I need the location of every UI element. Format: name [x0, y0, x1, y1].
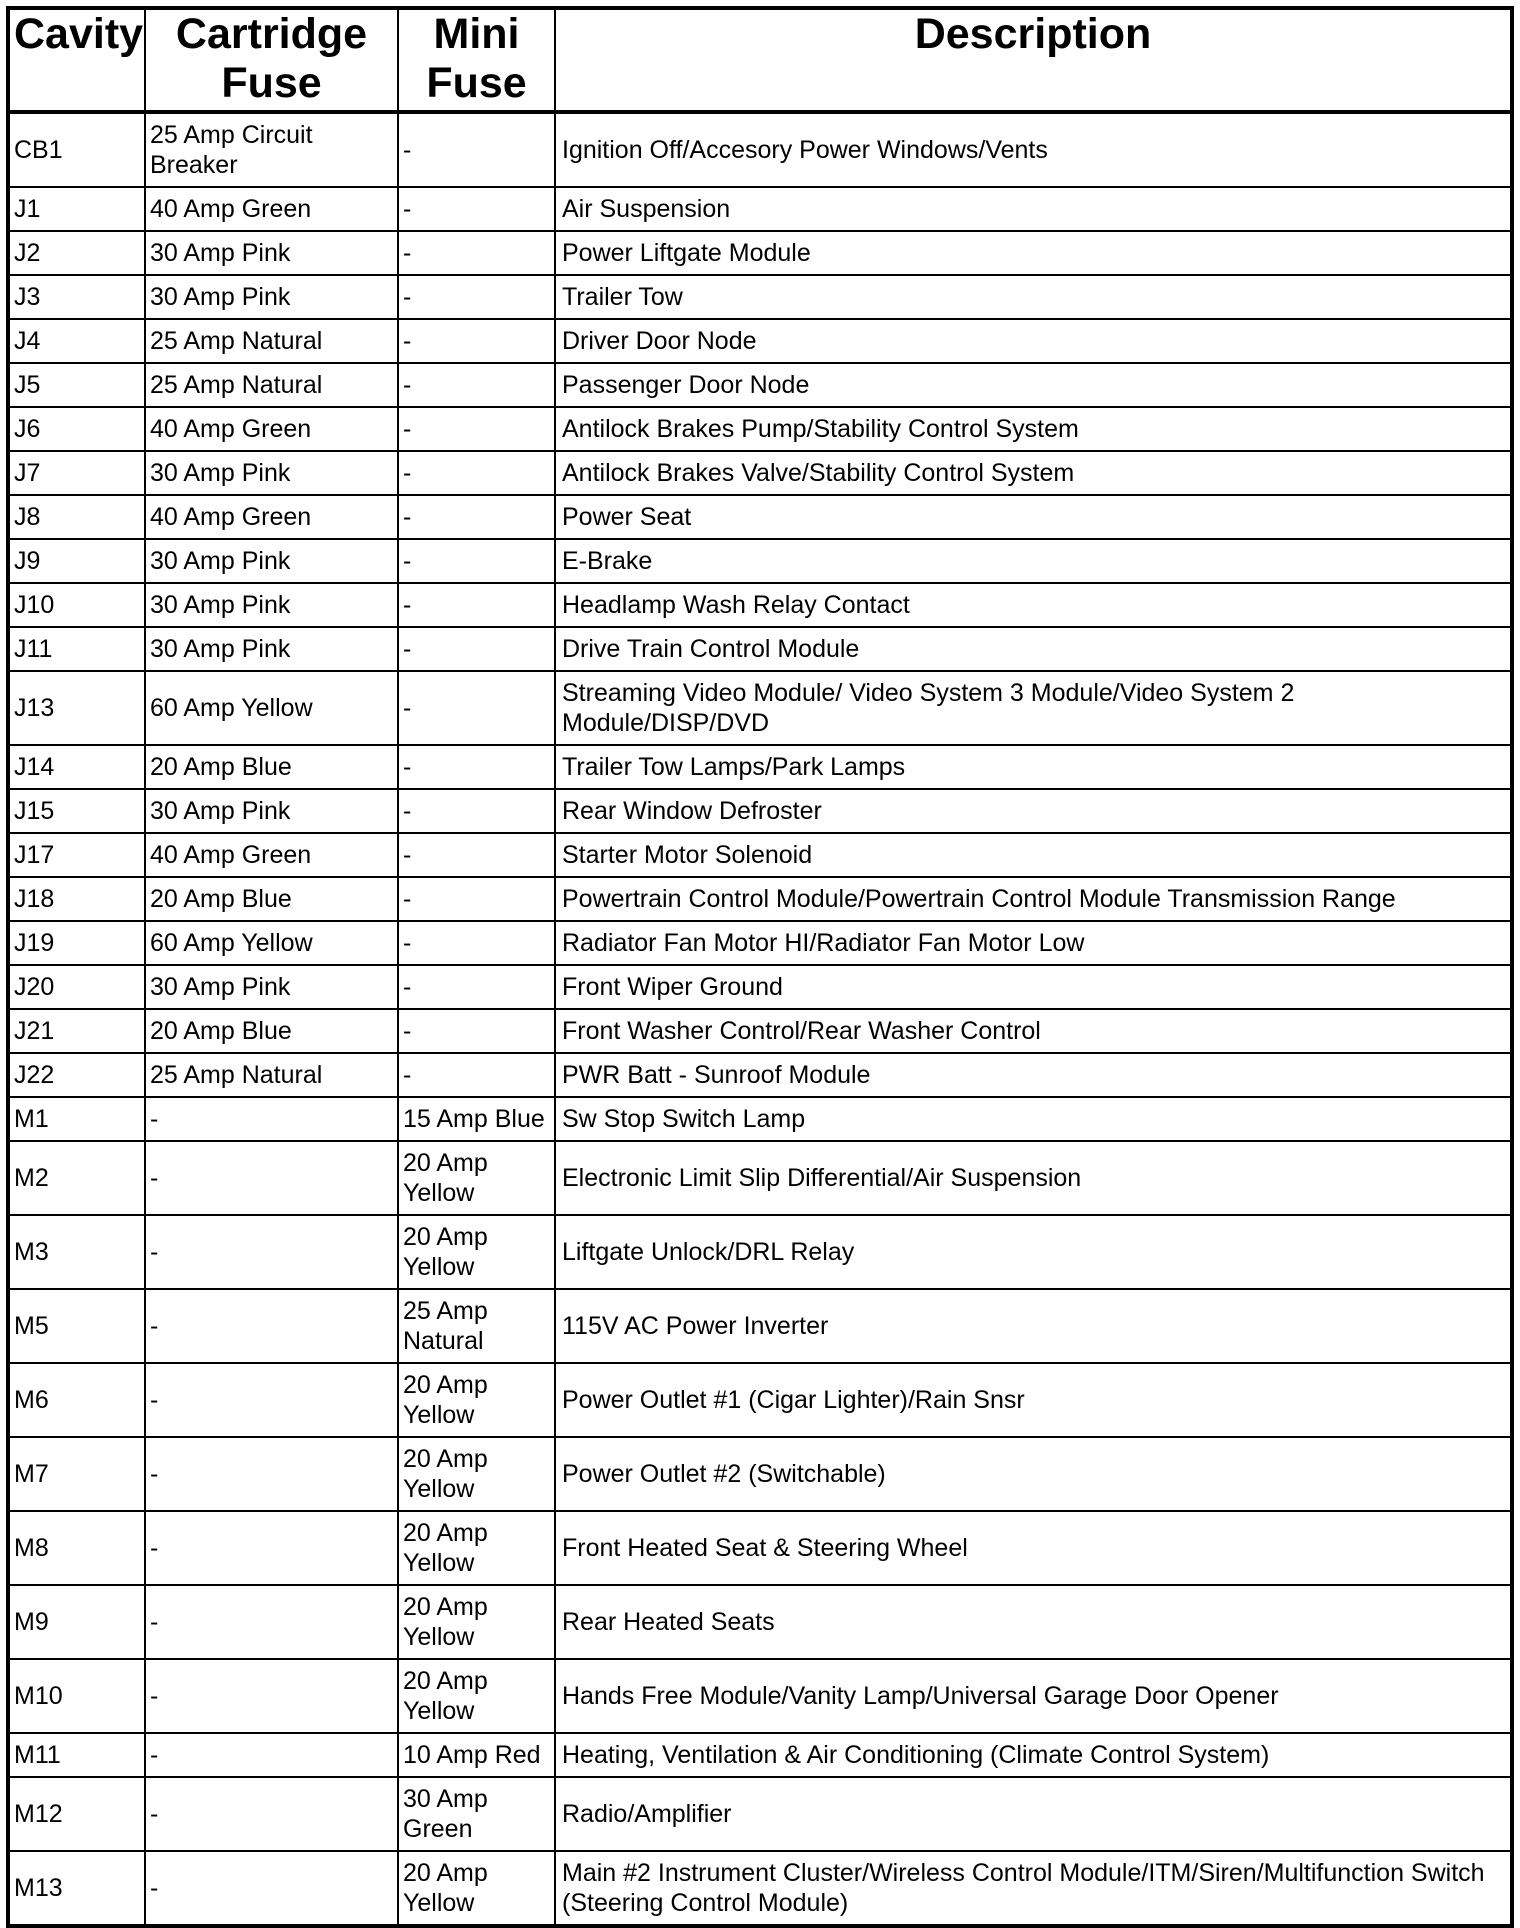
cell-description: Power Liftgate Module — [555, 231, 1512, 275]
cell-cartridge-fuse: 30 Amp Pink — [145, 275, 398, 319]
cell-description: Headlamp Wash Relay Contact — [555, 583, 1512, 627]
cell-description: Power Outlet #1 (Cigar Lighter)/Rain Snsr — [555, 1363, 1512, 1437]
cell-description: Front Washer Control/Rear Washer Control — [555, 1009, 1512, 1053]
cell-description: Powertrain Control Module/Powertrain Control Module Transmission Range — [555, 877, 1512, 921]
table-row — [8, 495, 1512, 539]
cell-description: Hands Free Module/Vanity Lamp/Universal Garage Door Opener — [555, 1659, 1512, 1733]
table-row — [8, 583, 1512, 627]
cell-cavity: J20 — [8, 965, 145, 1009]
cell-description: Trailer Tow Lamps/Park Lamps — [555, 745, 1512, 789]
table-row — [8, 627, 1512, 671]
table-row — [8, 1437, 1512, 1511]
table-row — [8, 965, 1512, 1009]
cell-mini-fuse: - — [398, 833, 555, 877]
table-row — [8, 745, 1512, 789]
table-row — [8, 187, 1512, 231]
table-row — [8, 112, 1512, 187]
cell-cartridge-fuse: - — [145, 1215, 398, 1289]
cell-description: 115V AC Power Inverter — [555, 1289, 1512, 1363]
cell-description: Starter Motor Solenoid — [555, 833, 1512, 877]
cell-mini-fuse: 10 Amp Red — [398, 1733, 555, 1777]
table-row — [8, 833, 1512, 877]
cell-mini-fuse: 20 Amp Yellow — [398, 1215, 555, 1289]
cell-cartridge-fuse: - — [145, 1733, 398, 1777]
cell-mini-fuse: - — [398, 921, 555, 965]
cell-cavity: J14 — [8, 745, 145, 789]
cell-cavity: J4 — [8, 319, 145, 363]
cell-description: Rear Window Defroster — [555, 789, 1512, 833]
cell-cavity: J5 — [8, 363, 145, 407]
cell-description: Radio/Amplifier — [555, 1777, 1512, 1851]
cell-description: PWR Batt - Sunroof Module — [555, 1053, 1512, 1097]
cell-cartridge-fuse: 30 Amp Pink — [145, 789, 398, 833]
cell-cavity: M3 — [8, 1215, 145, 1289]
cell-description: Front Heated Seat & Steering Wheel — [555, 1511, 1512, 1585]
cell-description: Heating, Ventilation & Air Conditioning (Climate Control System) — [555, 1733, 1512, 1777]
cell-description: Liftgate Unlock/DRL Relay — [555, 1215, 1512, 1289]
cell-cartridge-fuse: 30 Amp Pink — [145, 451, 398, 495]
table-row — [8, 1733, 1512, 1777]
cell-mini-fuse: - — [398, 187, 555, 231]
header-cartridge-line1: Cartridge — [175, 10, 368, 58]
table-row — [8, 231, 1512, 275]
cell-cavity: M9 — [8, 1585, 145, 1659]
header-cavity: Cavity — [8, 8, 145, 112]
cell-cavity: J17 — [8, 833, 145, 877]
cell-mini-fuse: - — [398, 231, 555, 275]
table-body — [8, 112, 1512, 1926]
header-mini-line1: Mini — [433, 10, 520, 58]
cell-description: Air Suspension — [555, 187, 1512, 231]
cell-cartridge-fuse: - — [145, 1511, 398, 1585]
table-row — [8, 1851, 1512, 1926]
cell-cartridge-fuse: - — [145, 1851, 398, 1926]
cell-cartridge-fuse: 30 Amp Pink — [145, 539, 398, 583]
cell-mini-fuse: - — [398, 363, 555, 407]
cell-cartridge-fuse: 20 Amp Blue — [145, 1009, 398, 1053]
cell-cartridge-fuse: 25 Amp Natural — [145, 319, 398, 363]
cell-description: Antilock Brakes Pump/Stability Control System — [555, 407, 1512, 451]
cell-cartridge-fuse: 40 Amp Green — [145, 833, 398, 877]
cell-description: Streaming Video Module/ Video System 3 Module/Video System 2 Module/DISP/DVD — [555, 671, 1512, 745]
cell-cavity: J21 — [8, 1009, 145, 1053]
cell-cartridge-fuse: 25 Amp Circuit Breaker — [145, 112, 398, 187]
cell-description: Trailer Tow — [555, 275, 1512, 319]
cell-cavity: M1 — [8, 1097, 145, 1141]
cell-description: Sw Stop Switch Lamp — [555, 1097, 1512, 1141]
table-row — [8, 363, 1512, 407]
cell-mini-fuse: - — [398, 319, 555, 363]
cell-cartridge-fuse: 60 Amp Yellow — [145, 671, 398, 745]
cell-cavity: M8 — [8, 1511, 145, 1585]
cell-cavity: J7 — [8, 451, 145, 495]
cell-cartridge-fuse: 30 Amp Pink — [145, 627, 398, 671]
table-row — [8, 1097, 1512, 1141]
table-row — [8, 539, 1512, 583]
cell-cavity: M7 — [8, 1437, 145, 1511]
table-row — [8, 789, 1512, 833]
cell-description: Passenger Door Node — [555, 363, 1512, 407]
table-row — [8, 921, 1512, 965]
table-row — [8, 1289, 1512, 1363]
header-cartridge-fuse — [145, 8, 398, 112]
cell-cavity: J15 — [8, 789, 145, 833]
cell-cavity: M2 — [8, 1141, 145, 1215]
cell-mini-fuse: 20 Amp Yellow — [398, 1141, 555, 1215]
table-row — [8, 1141, 1512, 1215]
cell-mini-fuse: - — [398, 789, 555, 833]
table-row — [8, 1777, 1512, 1851]
cell-cavity: J10 — [8, 583, 145, 627]
cell-cartridge-fuse: 25 Amp Natural — [145, 1053, 398, 1097]
cell-mini-fuse: - — [398, 583, 555, 627]
cell-description: Drive Train Control Module — [555, 627, 1512, 671]
cell-cavity: J18 — [8, 877, 145, 921]
cell-cartridge-fuse: - — [145, 1777, 398, 1851]
cell-cartridge-fuse: 60 Amp Yellow — [145, 921, 398, 965]
cell-description: E-Brake — [555, 539, 1512, 583]
table-row — [8, 1009, 1512, 1053]
cell-mini-fuse: - — [398, 745, 555, 789]
cell-cavity: M6 — [8, 1363, 145, 1437]
cell-description: Rear Heated Seats — [555, 1585, 1512, 1659]
table-row — [8, 275, 1512, 319]
table-row — [8, 407, 1512, 451]
cell-description: Electronic Limit Slip Differential/Air Suspension — [555, 1141, 1512, 1215]
cell-cavity: M13 — [8, 1851, 145, 1926]
table-row — [8, 671, 1512, 745]
cell-mini-fuse: 20 Amp Yellow — [398, 1851, 555, 1926]
cell-cavity: J3 — [8, 275, 145, 319]
table-row — [8, 1053, 1512, 1097]
cell-cartridge-fuse: - — [145, 1289, 398, 1363]
cell-mini-fuse: - — [398, 112, 555, 187]
cell-mini-fuse: 30 Amp Green — [398, 1777, 555, 1851]
cell-cartridge-fuse: - — [145, 1437, 398, 1511]
cell-cartridge-fuse: 40 Amp Green — [145, 187, 398, 231]
cell-mini-fuse: - — [398, 539, 555, 583]
cell-mini-fuse: - — [398, 495, 555, 539]
cell-description: Main #2 Instrument Cluster/Wireless Control Module/ITM/Siren/Multifunction Switch (Steering Control Module) — [555, 1851, 1512, 1926]
cell-cavity: J9 — [8, 539, 145, 583]
cell-cavity: M10 — [8, 1659, 145, 1733]
cell-cavity: J1 — [8, 187, 145, 231]
cell-cavity: M11 — [8, 1733, 145, 1777]
cell-mini-fuse: 20 Amp Yellow — [398, 1511, 555, 1585]
cell-cavity: J22 — [8, 1053, 145, 1097]
cell-cartridge-fuse: - — [145, 1585, 398, 1659]
table-row — [8, 877, 1512, 921]
cell-cartridge-fuse: 20 Amp Blue — [145, 877, 398, 921]
table-row — [8, 1215, 1512, 1289]
table-row — [8, 451, 1512, 495]
cell-mini-fuse: - — [398, 1053, 555, 1097]
cell-description: Ignition Off/Accesory Power Windows/Vents — [555, 112, 1512, 187]
cell-mini-fuse: 20 Amp Yellow — [398, 1363, 555, 1437]
cell-cavity: J8 — [8, 495, 145, 539]
cell-mini-fuse: - — [398, 407, 555, 451]
header-mini-line2: Fuse — [426, 59, 527, 107]
fuse-table — [6, 6, 1514, 1928]
cell-cavity: J19 — [8, 921, 145, 965]
cell-mini-fuse: - — [398, 965, 555, 1009]
header-cartridge-line2: Fuse — [221, 59, 322, 107]
cell-cavity: M12 — [8, 1777, 145, 1851]
header-row — [8, 8, 1512, 112]
cell-mini-fuse: - — [398, 627, 555, 671]
cell-cartridge-fuse: - — [145, 1141, 398, 1215]
cell-mini-fuse: 20 Amp Yellow — [398, 1437, 555, 1511]
cell-cartridge-fuse: 30 Amp Pink — [145, 965, 398, 1009]
cell-mini-fuse: 15 Amp Blue — [398, 1097, 555, 1141]
cell-description: Front Wiper Ground — [555, 965, 1512, 1009]
cell-description: Radiator Fan Motor HI/Radiator Fan Motor Low — [555, 921, 1512, 965]
cell-cavity: J2 — [8, 231, 145, 275]
cell-cavity: M5 — [8, 1289, 145, 1363]
table-row — [8, 319, 1512, 363]
cell-cavity: J13 — [8, 671, 145, 745]
cell-cartridge-fuse: 40 Amp Green — [145, 407, 398, 451]
cell-mini-fuse: 20 Amp Yellow — [398, 1585, 555, 1659]
cell-description: Power Outlet #2 (Switchable) — [555, 1437, 1512, 1511]
cell-description: Antilock Brakes Valve/Stability Control System — [555, 451, 1512, 495]
cell-cartridge-fuse: 20 Amp Blue — [145, 745, 398, 789]
cell-cavity: CB1 — [8, 112, 145, 187]
cell-description: Driver Door Node — [555, 319, 1512, 363]
header-mini-fuse — [398, 8, 555, 112]
table-row — [8, 1511, 1512, 1585]
table-row — [8, 1659, 1512, 1733]
table-row — [8, 1363, 1512, 1437]
cell-mini-fuse: 25 Amp Natural — [398, 1289, 555, 1363]
cell-cartridge-fuse: 30 Amp Pink — [145, 231, 398, 275]
cell-mini-fuse: - — [398, 451, 555, 495]
header-description: Description — [555, 8, 1512, 112]
cell-cartridge-fuse: - — [145, 1363, 398, 1437]
cell-mini-fuse: - — [398, 671, 555, 745]
table-row — [8, 1585, 1512, 1659]
cell-cavity: J6 — [8, 407, 145, 451]
cell-cartridge-fuse: 30 Amp Pink — [145, 583, 398, 627]
cell-cavity: J11 — [8, 627, 145, 671]
cell-mini-fuse: - — [398, 1009, 555, 1053]
cell-mini-fuse: - — [398, 275, 555, 319]
cell-description: Power Seat — [555, 495, 1512, 539]
cell-cartridge-fuse: 40 Amp Green — [145, 495, 398, 539]
cell-cartridge-fuse: 25 Amp Natural — [145, 363, 398, 407]
cell-mini-fuse: - — [398, 877, 555, 921]
cell-cartridge-fuse: - — [145, 1097, 398, 1141]
cell-mini-fuse: 20 Amp Yellow — [398, 1659, 555, 1733]
cell-cartridge-fuse: - — [145, 1659, 398, 1733]
